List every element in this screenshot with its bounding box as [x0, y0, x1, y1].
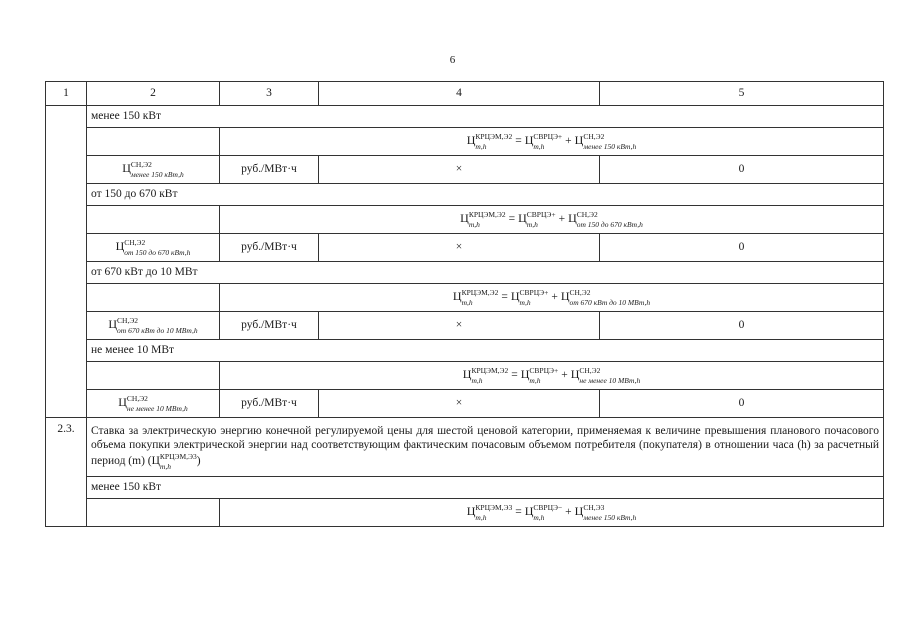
formula: [452, 288, 651, 307]
formula: [466, 503, 637, 522]
lhs-glyph: Ц: [452, 289, 462, 304]
term1-symbol: [520, 366, 559, 385]
formula-indent-cell: [87, 128, 220, 156]
equals-sign: =: [515, 506, 522, 519]
term1-symbol: [510, 288, 549, 307]
lhs-sup: КРЦЭМ,Э2: [475, 132, 513, 141]
param-symbol: [108, 316, 198, 335]
formula-cell: [220, 128, 884, 156]
formula-row: [46, 362, 884, 390]
param-symbol: [122, 160, 184, 179]
term2-glyph: Ц: [560, 289, 570, 304]
section-label-row: [46, 477, 884, 499]
param-glyph: Ц: [118, 395, 127, 410]
formula-row: [46, 206, 884, 234]
term1-sub: m,h: [526, 220, 538, 229]
lhs-sub: m,h: [461, 298, 473, 307]
param-sub: менее 150 кВт,h: [130, 170, 184, 179]
param-symbol: [118, 394, 188, 413]
lhs-sup: КРЦЭМ,Э2: [471, 366, 509, 375]
section-label: менее 150 кВт: [87, 106, 884, 128]
unit-cell: руб./МВт·ч: [220, 156, 319, 184]
header-row: [46, 82, 884, 106]
item-2-3-text: [87, 418, 884, 477]
term1-sup: СВРЦЭ+: [526, 210, 556, 219]
term2-sub: менее 150 кВт,h: [583, 142, 637, 151]
term2-sup: СН,Э2: [583, 132, 605, 141]
lhs-symbol: [466, 132, 513, 151]
term1-sup: СВРЦЭ−: [533, 503, 563, 512]
formula: [460, 210, 643, 229]
param-indices: [117, 316, 198, 335]
col4-cell: ×: [319, 312, 600, 340]
term1-sup: СВРЦЭ+: [519, 288, 549, 297]
equals-sign: =: [501, 291, 508, 304]
formula-row: [46, 499, 884, 527]
term1-sub: m,h: [519, 298, 531, 307]
equals-sign: =: [508, 213, 516, 226]
term2-indices: [583, 503, 636, 522]
term1-symbol: [518, 210, 556, 229]
param-cell: [87, 390, 220, 418]
lhs-symbol: [452, 288, 499, 307]
param-symbol: [122, 160, 184, 179]
plus-sign: +: [565, 506, 572, 519]
plus-sign: +: [551, 291, 558, 304]
col5-cell: 0: [600, 234, 884, 262]
term1-indices: [529, 366, 558, 385]
term2-glyph: Ц: [574, 133, 584, 148]
unit-cell: руб./МВт·ч: [220, 390, 319, 418]
lhs-sub: m,h: [468, 220, 480, 229]
formula-indent-cell: [87, 284, 220, 312]
term2-indices: [579, 366, 640, 385]
col4-cell: ×: [319, 156, 600, 184]
col4-cell: ×: [319, 390, 600, 418]
term2-glyph: Ц: [574, 504, 584, 519]
term1-glyph: Ц: [510, 289, 520, 304]
formula-row: [46, 284, 884, 312]
lhs-symbol: [462, 366, 509, 385]
section-label: от 150 до 670 кВт: [87, 184, 884, 206]
col5-cell: 0: [600, 390, 884, 418]
section-label: менее 150 кВт: [87, 477, 884, 499]
param-indices: [127, 394, 188, 413]
param-symbol: [115, 238, 191, 257]
lhs-sup: КРЦЭМ,Э3: [475, 503, 513, 512]
term2-glyph: Ц: [568, 211, 577, 226]
param-cell: [87, 312, 220, 340]
param-symbol: [108, 316, 198, 335]
value-row: [46, 390, 884, 418]
param-sup: СН,Э2: [124, 238, 146, 247]
section-label-row: [46, 106, 884, 128]
param-sup: СН,Э2: [117, 316, 139, 325]
term2-sup: СН,Э3: [583, 503, 605, 512]
unit-cell: руб./МВт·ч: [220, 234, 319, 262]
item-text-close: ): [196, 454, 201, 467]
term2-glyph: Ц: [570, 367, 580, 382]
equals-sign: =: [515, 135, 522, 148]
lhs-indices: [475, 503, 512, 522]
lhs-indices: [469, 210, 506, 229]
formula-cell: [220, 284, 884, 312]
section-label: не менее 10 МВт: [87, 340, 884, 362]
param-glyph: Ц: [115, 239, 125, 254]
term2-indices: [583, 132, 636, 151]
param-cell: [87, 234, 220, 262]
term1-indices: [520, 288, 549, 307]
param-sub: от 150 до 670 кВт,h: [124, 248, 191, 257]
item-text-symbol: [160, 452, 197, 471]
term2-sup: СН,Э2: [569, 288, 591, 297]
term2-symbol: [560, 288, 651, 307]
param-indices: [124, 238, 190, 257]
lhs-indices: [471, 366, 508, 385]
section-label: от 670 кВт до 10 МВт: [87, 262, 884, 284]
lhs-indices: [462, 288, 499, 307]
header-col-5: 5: [600, 82, 884, 106]
term2-sub: от 670 кВт до 10 МВт,h: [569, 298, 651, 307]
term1-glyph: Ц: [524, 504, 534, 519]
formula-indent-cell: [87, 499, 220, 527]
formula: [462, 366, 641, 385]
term1-indices: [533, 132, 562, 151]
param-glyph: Ц: [122, 161, 131, 176]
param-cell: [87, 156, 220, 184]
formula: [466, 132, 637, 151]
term1-sub: m,h: [533, 142, 545, 151]
row-number-cell: [46, 106, 87, 418]
tariff-table: [45, 81, 884, 527]
lhs-glyph: Ц: [462, 367, 472, 382]
section-label-row: [46, 184, 884, 206]
param-symbol: [118, 394, 188, 413]
lhs-sup: КРЦЭМ,Э2: [461, 288, 499, 297]
formula-cell: [220, 362, 884, 390]
formula-row: [46, 128, 884, 156]
lhs-glyph: Ц: [466, 133, 476, 148]
param-sub: не менее 10 МВт,h: [126, 404, 188, 413]
item-text-sup: КРЦЭМ,Э3: [159, 451, 197, 461]
formula-indent-cell: [87, 206, 220, 234]
lhs-symbol: [460, 210, 506, 229]
unit-cell: руб./МВт·ч: [220, 312, 319, 340]
lhs-sub: m,h: [475, 513, 487, 522]
term2-sub: менее 150 кВт,h: [583, 513, 637, 522]
term2-symbol: [574, 132, 637, 151]
item-text-sub: m,h: [159, 461, 171, 471]
value-row: [46, 312, 884, 340]
param-sup: СН,Э2: [126, 394, 148, 403]
header-col-3: 3: [220, 82, 319, 106]
term2-sub: не менее 10 МВт,h: [579, 376, 641, 385]
value-row: [46, 234, 884, 262]
param-sup: СН,Э2: [130, 160, 152, 169]
param-indices: [131, 160, 184, 179]
term1-sup: СВРЦЭ+: [529, 366, 559, 375]
plus-sign: +: [561, 369, 568, 382]
col4-cell: ×: [319, 234, 600, 262]
lhs-symbol: [466, 503, 513, 522]
equals-sign: =: [511, 369, 518, 382]
col5-cell: 0: [600, 156, 884, 184]
term1-indices: [527, 210, 556, 229]
term2-indices: [577, 210, 643, 229]
term1-sub: m,h: [533, 513, 545, 522]
term1-indices: [533, 503, 562, 522]
formula-indent-cell: [87, 362, 220, 390]
lhs-indices: [475, 132, 512, 151]
item-2-3-row: [46, 418, 884, 477]
term1-glyph: Ц: [518, 211, 527, 226]
formula-cell: [220, 206, 884, 234]
term2-sup: СН,Э2: [576, 210, 598, 219]
section-label-row: [46, 262, 884, 284]
header-col-1: 1: [46, 82, 87, 106]
item-number: 2.3.: [46, 418, 87, 527]
param-sub: от 670 кВт до 10 МВт,h: [117, 326, 198, 335]
term2-symbol: [574, 503, 637, 522]
term1-sub: m,h: [529, 376, 541, 385]
plus-sign: +: [558, 213, 566, 226]
value-row: [46, 156, 884, 184]
term1-sup: СВРЦЭ+: [533, 132, 563, 141]
term1-glyph: Ц: [524, 133, 534, 148]
plus-sign: +: [565, 135, 572, 148]
header-col-2: 2: [87, 82, 220, 106]
formula-cell: [220, 499, 884, 527]
term2-sup: СН,Э2: [579, 366, 601, 375]
lhs-glyph: Ц: [460, 211, 469, 226]
param-symbol: [115, 238, 191, 257]
item-text-body: Ставка за электрическую энергию конечной регулируемой цены для шестой ценовой категории, применяемая к величине превышения планового почасового объема покупки электрической энергии над соответствующим фактическим почасовым объемом потребителя (покупателя) в отношении часа (h) за расчетный период (m) (Ц: [91, 424, 879, 467]
section-label-row: [46, 340, 884, 362]
param-glyph: Ц: [108, 317, 118, 332]
page-number: 6: [449, 54, 456, 66]
lhs-sub: m,h: [475, 142, 487, 151]
term1-symbol: [524, 132, 563, 151]
term1-symbol: [524, 503, 563, 522]
lhs-glyph: Ц: [466, 504, 476, 519]
term2-symbol: [570, 366, 641, 385]
header-col-4: 4: [319, 82, 600, 106]
term2-sub: от 150 до 670 кВт,h: [576, 220, 643, 229]
term1-glyph: Ц: [520, 367, 530, 382]
lhs-sub: m,h: [471, 376, 483, 385]
col5-cell: 0: [600, 312, 884, 340]
term2-indices: [570, 288, 651, 307]
term2-symbol: [568, 210, 643, 229]
lhs-sup: КРЦЭМ,Э2: [468, 210, 506, 219]
